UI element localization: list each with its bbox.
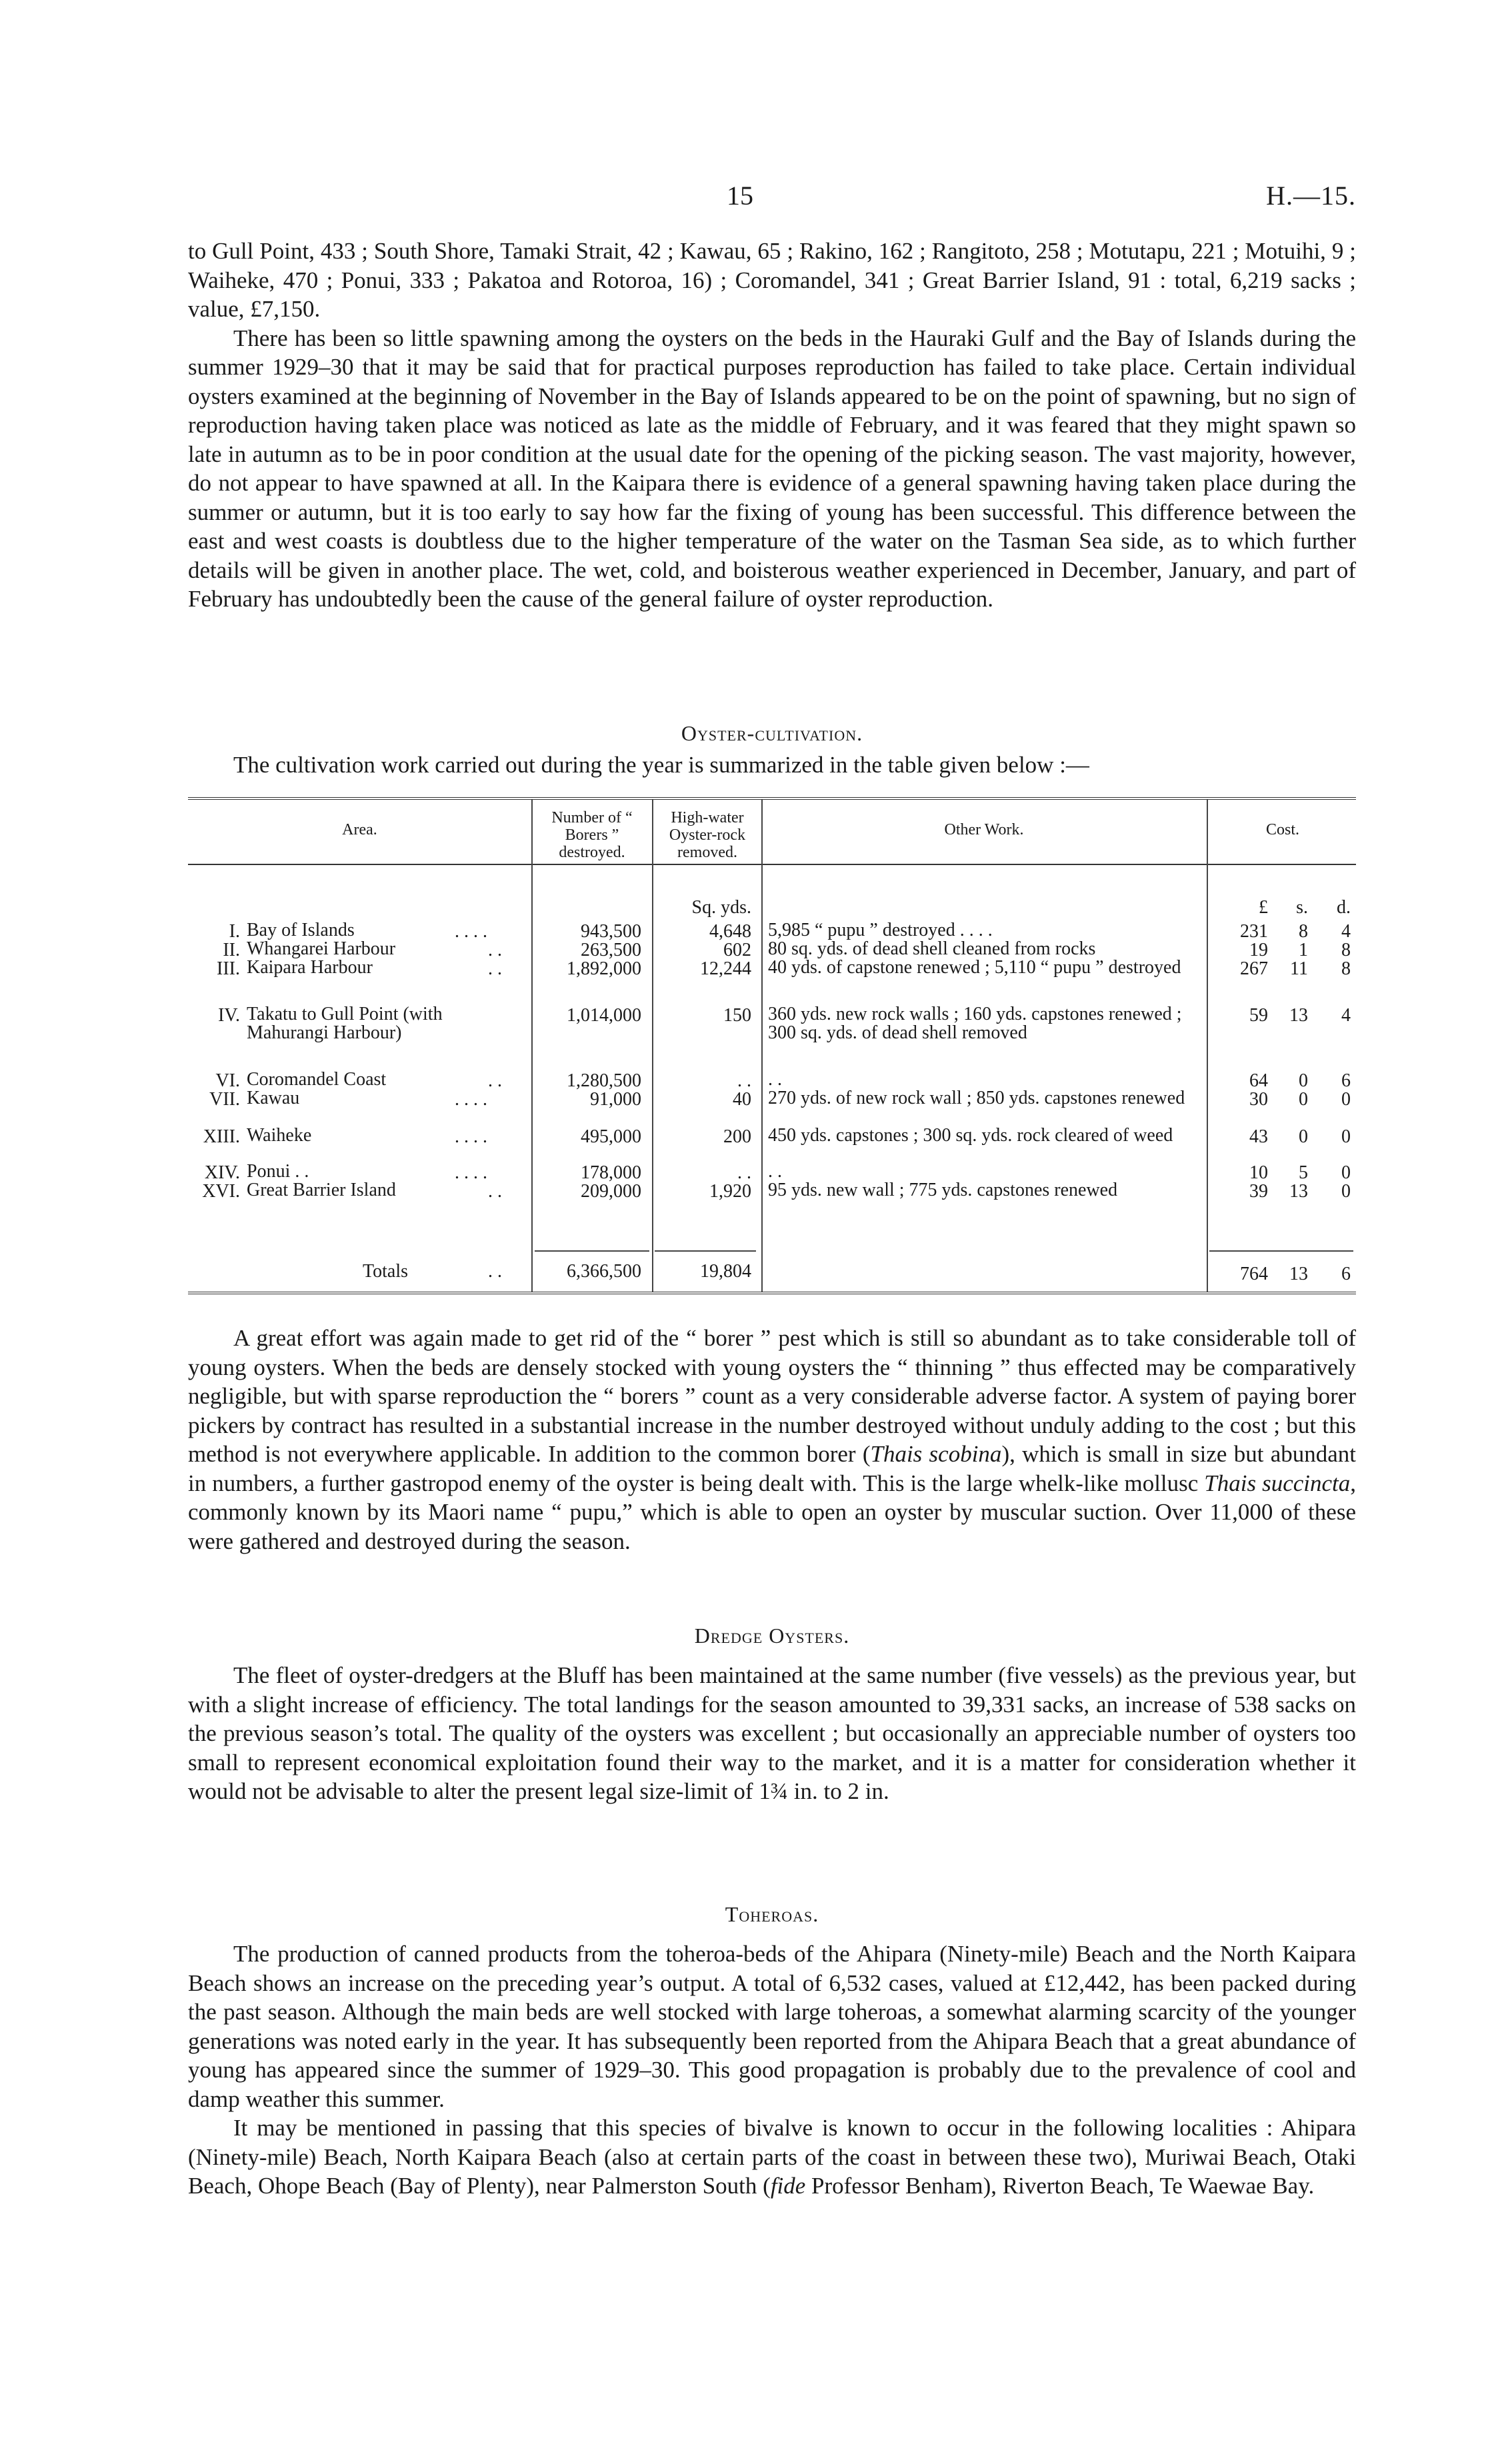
- row-leader-dots: . . . .: [455, 1162, 487, 1183]
- row-number: II.: [223, 940, 240, 960]
- row-area: Coromandel Coast: [247, 1069, 387, 1090]
- row-number: XVI.: [202, 1181, 240, 1202]
- row-pounds: 64: [1249, 1070, 1268, 1091]
- row-area: Kawau: [247, 1088, 300, 1108]
- localities-text-2: Professor Benham), Riverton Beach, Te Waewae Bay.: [805, 2173, 1315, 2199]
- paragraph-dredge: The fleet of oyster-dredgers at the Bluff has been maintained at the same number (five vessels) as the previous year, but with a slight increase of efficiency. The total landings for the season amounted to 39,331 sacks, an increase of 538 sacks on the previous season’s total. The quality of the oysters was excellent ; but occasionally an appreciable number of oysters too small to represent economical exploitation found their way to the market, and it is a matter for consideration whether it would not be advisable to alter the present legal size-limit of 1¾ in. to 2 in.: [188, 1662, 1356, 1804]
- totals-rock: 19,804: [700, 1261, 751, 1282]
- column-divider: [761, 800, 763, 1292]
- row-number: VII.: [209, 1089, 240, 1110]
- toheroas-section: [188, 1939, 1356, 2201]
- row-pence: 0: [1341, 1181, 1351, 1202]
- header-other-work: Other Work.: [944, 821, 1024, 838]
- row-rock: 150: [723, 1005, 751, 1026]
- row-area: Whangarei Harbour: [247, 938, 396, 959]
- row-shillings: 13: [1289, 1005, 1308, 1026]
- totals-shillings: 13: [1289, 1264, 1308, 1284]
- row-borers: 1,014,000: [567, 1005, 641, 1026]
- fide-word: fide: [770, 2173, 806, 2199]
- paragraph-spawning: There has been so little spawning among the oysters on the beds in the Hauraki Gulf and the Bay of Islands during the summer 1929–30 that it may be said that for practical purposes reproduction has failed to take place. Certain individual oysters examined at the beginning of November in the Bay of Islands appeared to be on the point of spawning, but no sign of reproduction having taken place was noticed as late as the middle of February, and it was feared that they might spawn so late in autumn as to be in poor condition at the usual date for the opening of the picking season. The vast majority, however, do not appear to have spawned at all. In the Kaipara there is evidence of a general spawning having taken place during the summer or autumn, but it is too early to say how far the fixing of young has been successful. This difference between the east and west coasts is doubtless due to the higher temperature of the water on the Tasman Sea side, as to which further details will be given in another place. The wet, cold, and boisterous weather experienced in December, January, and part of February has undoubtedly been the cause of the general failure of oyster reproduction.: [188, 325, 1356, 612]
- row-pounds: 19: [1249, 940, 1268, 960]
- row-rock: 602: [723, 940, 751, 960]
- species-thais-scobina: Thais scobina: [870, 1441, 1002, 1467]
- row-rock: . .: [737, 1162, 751, 1183]
- row-leader-dots: . .: [488, 1181, 502, 1202]
- row-pence: 4: [1341, 921, 1351, 942]
- row-other-work: 270 yds. of new rock wall ; 850 yds. capstones renewed: [768, 1088, 1185, 1108]
- row-area: Ponui . .: [247, 1161, 309, 1182]
- row-number: VI.: [215, 1070, 240, 1091]
- row-shillings: 13: [1289, 1181, 1308, 1202]
- row-pounds: 30: [1249, 1089, 1268, 1110]
- row-area: Great Barrier Island: [247, 1180, 396, 1200]
- borer-section: [188, 1324, 1356, 1556]
- row-rock: 4,648: [709, 921, 751, 942]
- header-rock: High-water Oyster-rock removed.: [669, 809, 746, 861]
- paragraph-toheroas-production: The production of canned products from the toheroa-beds of the Ahipara (Ninety-mile) Beach and the North Kaipara Beach shows an increase on the preceding year’s output. A total of 6,532 cases, valued at £12,442, has been packed during the past season. Although the main beds are well stocked with large toheroas, a somewhat alarming scarcity of the younger generations was noted early in the year. It has subsequently been reported from the Ahipara Beach that a great abundance of young has appeared since the summer of 1929–30. This good propagation is probably due to the prevalence of cool and damp weather this summer.: [188, 1941, 1356, 2112]
- totals-label: Totals: [363, 1261, 409, 1282]
- row-rock: 40: [733, 1089, 751, 1110]
- totals-rule-cost: [1209, 1250, 1353, 1252]
- totals-pence: 6: [1341, 1264, 1351, 1284]
- row-other-work: 360 yds. new rock walls ; 160 yds. capstones renewed ; 300 sq. yds. of dead shell removed: [768, 1004, 1182, 1043]
- totals-pounds: 764: [1240, 1264, 1268, 1284]
- row-rock: 1,920: [709, 1181, 751, 1202]
- row-borers: 209,000: [581, 1181, 641, 1202]
- row-borers: 263,500: [581, 940, 641, 960]
- table-intro: The cultivation work carried out during the year is summarized in the table given below :—: [233, 752, 1089, 778]
- row-other-work: 95 yds. new wall ; 775 yds. capstones renewed: [768, 1180, 1118, 1200]
- totals-borers: 6,366,500: [567, 1261, 641, 1282]
- paragraph-catch-totals: to Gull Point, 433 ; South Shore, Tamaki Strait, 42 ; Kawau, 65 ; Rakino, 162 ; Rangitoto, 258 ; Motutapu, 221 ; Motuihi, 9 ; Waiheke, 470 ; Ponui, 333 ; Pakatoa and Rotoroa, 16) ; Coromandel, 341 ; Great Barrier Island, 91 : total, 6,219 sacks ; value, £7,150.: [188, 238, 1356, 322]
- row-pence: 4: [1341, 1005, 1351, 1026]
- row-shillings: 8: [1299, 921, 1308, 942]
- borer-text-1: A great effort was again made to get rid of the “ borer ” pest which is still so abundant as to take considerable toll of young oysters. When the beds are densely stocked with young oysters the “ thinning ” thus effected may be comparatively negligible, but with sparse reproduction the “ borers ” count as a very considerable adverse factor. A system of paying borer pickers by contract has resulted in a substantial increase in the number destroyed without unduly adding to the cost ; but this method is not everywhere applicable. In addition to the common borer (: [188, 1325, 1356, 1467]
- row-shillings: 5: [1299, 1162, 1308, 1183]
- row-shillings: 0: [1299, 1070, 1308, 1091]
- row-pounds: 10: [1249, 1162, 1268, 1183]
- row-leader-dots: . .: [488, 940, 502, 960]
- row-other-work: . .: [768, 1069, 782, 1090]
- row-rock: 12,244: [700, 958, 751, 979]
- totals-rule-rock: [655, 1250, 756, 1252]
- row-rock: 200: [723, 1126, 751, 1147]
- row-area: Waiheke: [247, 1125, 312, 1146]
- row-leader-dots: . .: [488, 958, 502, 979]
- header-borers: Number of “ Borers ” destroyed.: [551, 809, 633, 861]
- row-leader-dots: . . . .: [455, 1089, 487, 1110]
- borer-text-3: , commonly known by its Maori name “ pupu,” which is able to open an oyster by muscular suction. Over 11,000 of these were gathered and destroyed during the season.: [188, 1470, 1356, 1554]
- row-leader-dots: . . . .: [455, 921, 487, 942]
- totals-leader-dots: . .: [488, 1261, 502, 1282]
- borer-text-2: ), which is small in size but abundant in numbers, a further gastropod enemy of the oyster is being dealt with. This is the large whelk-like mollusc: [188, 1441, 1356, 1496]
- column-divider: [1207, 800, 1208, 1292]
- row-borers: 91,000: [590, 1089, 641, 1110]
- table-top-rule: [188, 797, 1356, 800]
- row-shillings: 0: [1299, 1089, 1308, 1110]
- row-pounds: 231: [1240, 921, 1268, 942]
- unit-pence: d.: [1337, 897, 1351, 918]
- row-borers: 178,000: [581, 1162, 641, 1183]
- row-other-work: 450 yds. capstones ; 300 sq. yds. rock cleared of weed: [768, 1125, 1173, 1146]
- row-pence: 8: [1341, 940, 1351, 960]
- row-pounds: 267: [1240, 958, 1268, 979]
- row-pence: 0: [1341, 1162, 1351, 1183]
- row-pence: 6: [1341, 1070, 1351, 1091]
- cultivation-table: [188, 797, 1356, 1294]
- row-pounds: 39: [1249, 1181, 1268, 1202]
- row-number: XIII.: [203, 1126, 240, 1147]
- row-number: III.: [217, 958, 240, 979]
- paragraph-toheroas-localities: [188, 2113, 1356, 2201]
- row-shillings: 1: [1299, 940, 1308, 960]
- row-area: Kaipara Harbour: [247, 957, 373, 978]
- row-other-work: 80 sq. yds. of dead shell cleaned from rocks: [768, 938, 1096, 959]
- table-bottom-rule: [188, 1292, 1356, 1294]
- row-other-work: . .: [768, 1161, 782, 1182]
- row-borers: 495,000: [581, 1126, 641, 1147]
- unit-shillings: s.: [1296, 897, 1308, 918]
- row-number: IV.: [218, 1005, 240, 1026]
- row-pence: 0: [1341, 1089, 1351, 1110]
- row-number: I.: [229, 921, 240, 942]
- row-area: Takatu to Gull Point (with Mahurangi Harbour): [247, 1004, 443, 1043]
- row-rock: . .: [737, 1070, 751, 1091]
- row-other-work: 5,985 “ pupu ” destroyed . . . .: [768, 920, 993, 940]
- row-area: Bay of Islands: [247, 920, 355, 940]
- row-pounds: 59: [1249, 1005, 1268, 1026]
- row-shillings: 0: [1299, 1126, 1308, 1147]
- row-borers: 943,500: [581, 921, 641, 942]
- unit-pounds: £: [1259, 897, 1268, 918]
- row-pounds: 43: [1249, 1126, 1268, 1147]
- row-other-work: 40 yds. of capstone renewed ; 5,110 “ pupu ” destroyed: [768, 957, 1181, 978]
- species-thais-succincta: Thais succincta: [1204, 1470, 1351, 1496]
- unit-sq-yds: Sq. yds.: [691, 897, 751, 918]
- dredge-section: [188, 1661, 1356, 1806]
- totals-rule-borers: [535, 1250, 649, 1252]
- localities-text-1: It may be mentioned in passing that this species of bivalve is known to occur in the following localities : Ahipara (Ninety-mile) Beach, North Kaipara Beach (also at certain parts of the coast in between these two), Muriwai Beach, Otaki Beach, Ohope Beach (Bay of Plenty), near Palmerston South (: [188, 2115, 1356, 2199]
- column-divider: [652, 800, 653, 1292]
- heading-oyster-cultivation: Oyster-cultivation.: [681, 721, 863, 745]
- column-divider: [531, 800, 533, 1292]
- heading-toheroas: Toheroas.: [725, 1902, 819, 1926]
- header-rule: [188, 864, 1356, 865]
- page-number: 15: [727, 181, 753, 211]
- document-reference: H.—15.: [1266, 181, 1356, 211]
- row-borers: 1,280,500: [567, 1070, 641, 1091]
- row-borers: 1,892,000: [567, 958, 641, 979]
- row-number: XIV.: [204, 1162, 240, 1183]
- header-area: Area.: [342, 821, 377, 838]
- row-leader-dots: . . . .: [455, 1126, 487, 1147]
- top-paragraphs: [188, 237, 1356, 614]
- paragraph-borer: [188, 1324, 1356, 1556]
- header-cost: Cost.: [1265, 821, 1299, 838]
- row-shillings: 11: [1290, 958, 1308, 979]
- heading-dredge-oysters: Dredge Oysters.: [694, 1624, 850, 1648]
- row-pence: 0: [1341, 1126, 1351, 1147]
- row-leader-dots: . .: [488, 1070, 502, 1091]
- row-pence: 8: [1341, 958, 1351, 979]
